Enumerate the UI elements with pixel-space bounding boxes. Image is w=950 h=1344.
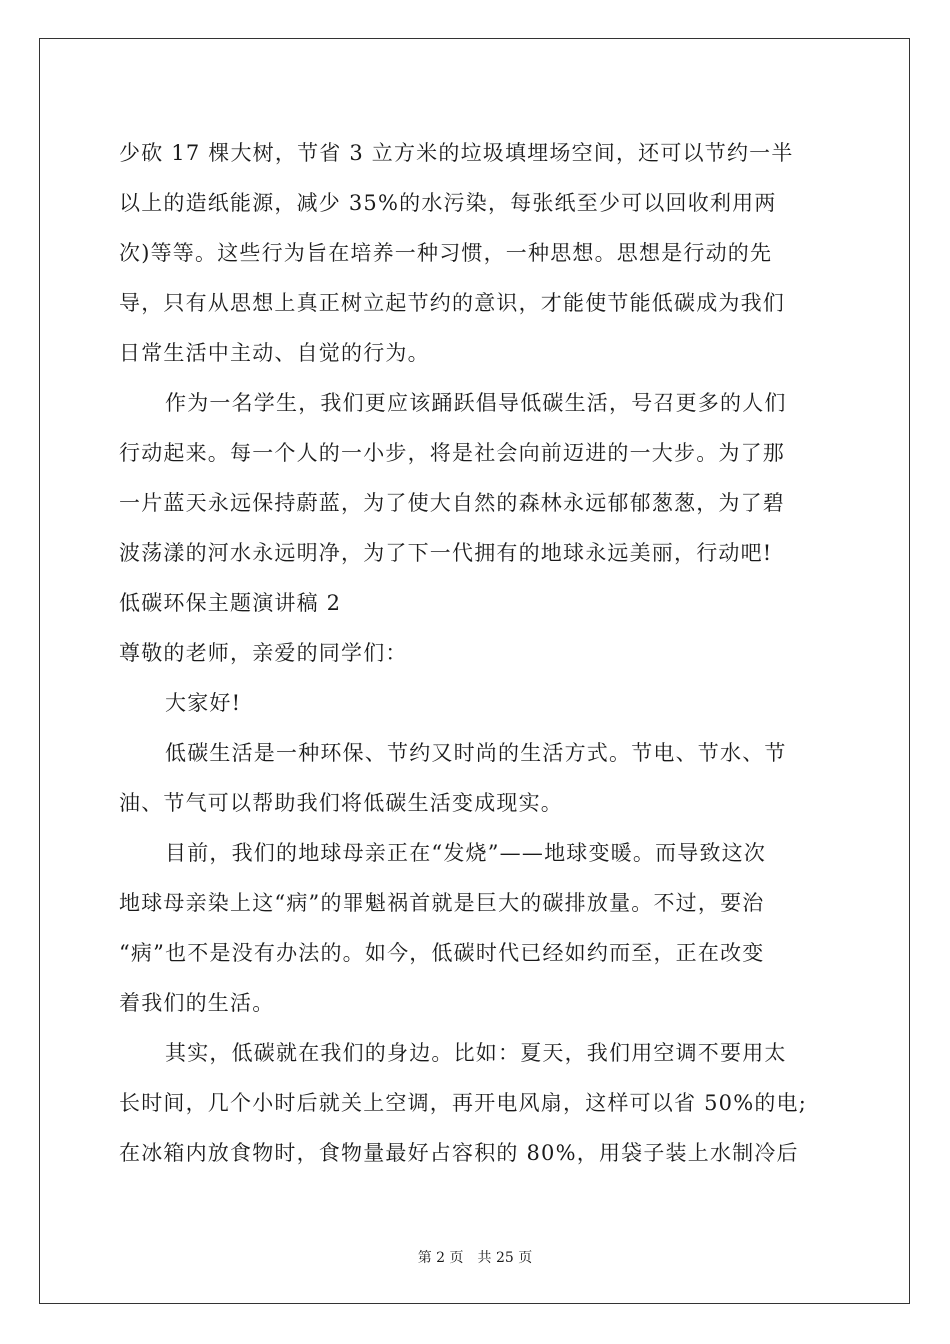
text-line: 导，只有从思想上真正树立起节约的意识，才能使节能低碳成为我们 (119, 291, 785, 315)
text-line: 次)等等。这些行为旨在培养一种习惯，一种思想。思想是行动的先 (119, 241, 773, 265)
text-line: 少砍 17 棵大树，节省 3 立方米的垃圾填埋场空间，还可以节约一半 (119, 141, 794, 165)
greeting: 大家好! (165, 691, 242, 715)
paragraph-start-line: 目前，我们的地球母亲正在“发烧”——地球变暖。而导致这次 (165, 841, 767, 865)
paragraph-start-line: 作为一名学生，我们更应该踊跃倡导低碳生活，号召更多的人们 (165, 391, 787, 415)
page-number: 第 2 页 (417, 1250, 464, 1266)
text-line: 地球母亲染上这“病”的罪魁祸首就是巨大的碳排放量。不过，要治 (119, 891, 765, 915)
text-line: 着我们的生活。 (119, 991, 275, 1015)
text-line: 油、节气可以帮助我们将低碳生活变成现实。 (119, 791, 563, 815)
text-line: 在冰箱内放食物时，食物量最好占容积的 80%，用袋子装上水制冷后 (119, 1141, 799, 1165)
page-footer (0, 1247, 950, 1267)
text-line: 以上的造纸能源，减少 35%的水污染，每张纸至少可以回收利用两 (119, 191, 777, 215)
text-line: 日常生活中主动、自觉的行为。 (119, 341, 430, 365)
salutation: 尊敬的老师，亲爱的同学们： (119, 641, 408, 665)
text-line: 行动起来。每一个人的一小步，将是社会向前迈进的一大步。为了那 (119, 441, 785, 465)
paragraph-start-line: 其实，低碳就在我们的身边。比如：夏天，我们用空调不要用太 (165, 1041, 787, 1065)
paragraph-start-line: 低碳生活是一种环保、节约又时尚的生活方式。节电、节水、节 (165, 741, 787, 765)
text-line: 长时间，几个小时后就关上空调，再开电风扇，这样可以省 50%的电; (119, 1091, 808, 1115)
section-title: 低碳环保主题演讲稿 2 (119, 591, 342, 615)
text-line: 波荡漾的河水永远明净，为了下一代拥有的地球永远美丽，行动吧! (119, 541, 773, 565)
page-total: 共 25 页 (477, 1250, 533, 1266)
document-body (119, 128, 839, 1178)
text-line: “病”也不是没有办法的。如今，低碳时代已经如约而至，正在改变 (119, 941, 765, 965)
text-line: 一片蓝天永远保持蔚蓝，为了使大自然的森林永远郁郁葱葱，为了碧 (119, 491, 785, 515)
